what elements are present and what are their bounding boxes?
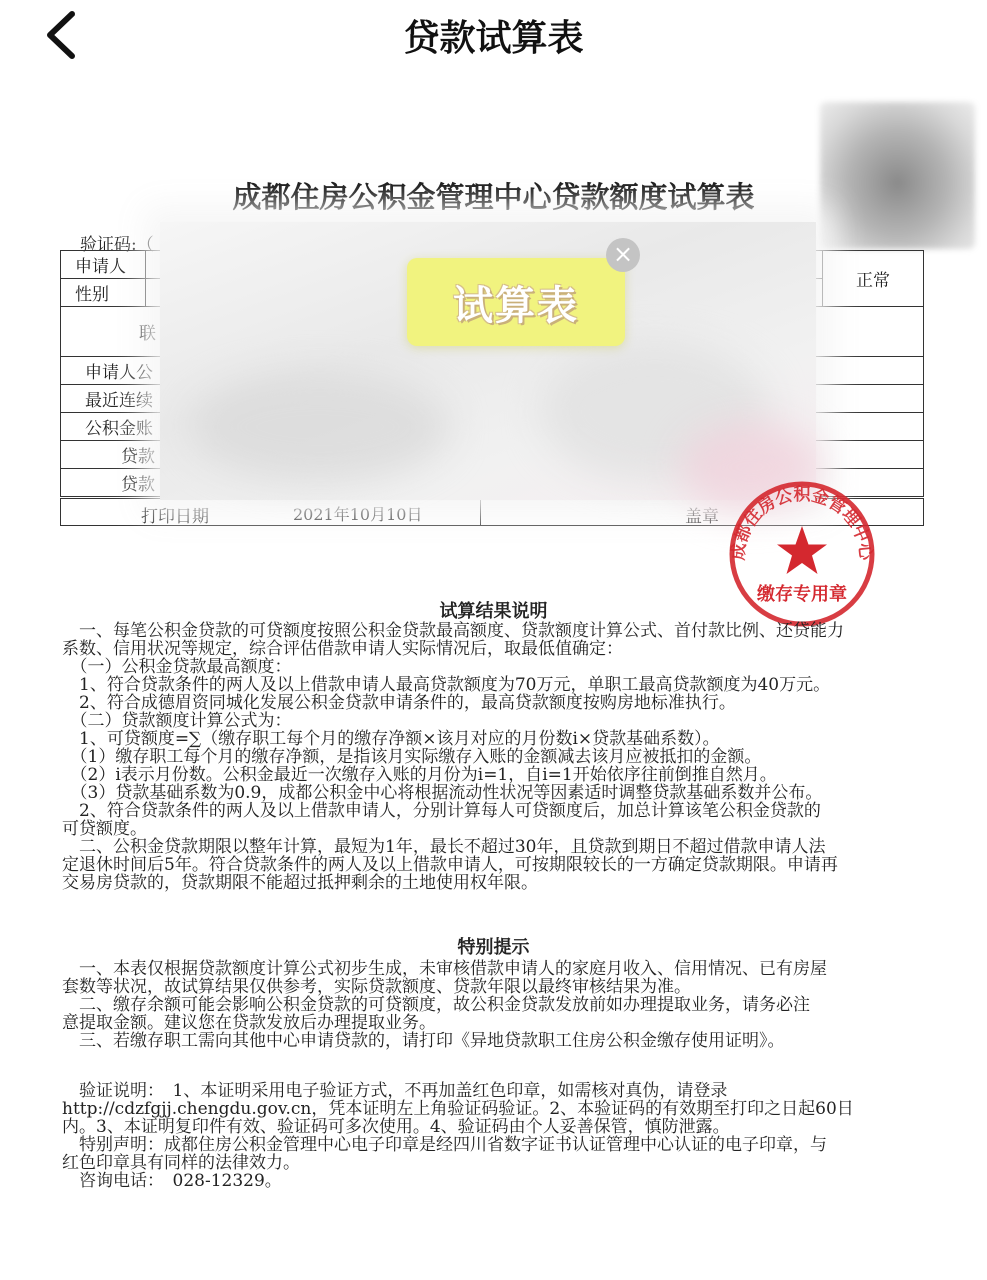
results-line: 系数、信用状况等规定，综合评估借款申请人实际情况后，取最低值确定：: [62, 639, 623, 659]
results-line: （1）缴存职工每个月的缴存净额，是指该月实际缴存入账的金额减去该月应被抵扣的金额。: [62, 747, 762, 767]
notice-line: 一、本表仅根据贷款额度计算公式初步生成，未审核借款申请人的家庭月收入、信用情况、已有房屋: [62, 959, 827, 979]
results-line: （3）贷款基础系数为0.9，成都公积金中心将根据流动性状况等因素适时调整贷款基础系数并公布。: [62, 783, 823, 803]
popup-badge[interactable]: [407, 258, 625, 346]
fund-account-label: 公积金账: [61, 413, 924, 441]
notice-line: 意提取金额。建议您在贷款发放后办理提取业务。: [62, 1013, 436, 1033]
close-icon: ×: [612, 240, 634, 268]
seal-outer-text: 成都住房公积金管理中心: [728, 485, 876, 562]
notice-title: 特别提示: [457, 937, 530, 958]
results-line: 1、符合贷款条件的两人及以上借款申请人最高贷款额度为70万元，单职工最高贷款额度为40万元。: [62, 675, 831, 695]
results-line: 二、公积金贷款期限以整年计算，最短为1年，最长不超过30年，且贷款到期日不超过借款申请人法: [62, 837, 826, 857]
close-button[interactable]: [606, 238, 640, 272]
star-icon: [777, 526, 827, 574]
gender-label: 性别: [61, 279, 146, 307]
results-line: 2、符合贷款条件的两人及以上借款申请人，分别计算每人可贷额度后，加总计算该笔公积金贷款的: [62, 801, 821, 821]
verify-line: 内。3、本证明复印件有效、验证码可多次使用。4、验证码由个人妥善保管，慎防泄露。: [62, 1117, 730, 1137]
notice-line: 二、缴存余额可能会影响公积金贷款的可贷额度，故公积金贷款发放前如办理提取业务，请务必注: [62, 995, 810, 1015]
print-date-label: 打印日期: [141, 507, 209, 527]
results-line: 1、可贷额度=∑（缴存职工每个月的缴存净额×该月对应的月份数i×贷款基础系数）。: [62, 729, 720, 749]
seal-inner-text: 缴存专用章: [757, 584, 847, 605]
navigation-bar: [0, 0, 987, 70]
applicant-fund-label: 申请人公: [61, 357, 924, 385]
results-line: 2、符合成德眉资同城化发展公积金贷款申请条件的，最高贷款额度按购房地标准执行。: [62, 693, 736, 713]
loan-label-1: 贷款: [61, 441, 924, 469]
verify-line: 特别声明：成都住房公积金管理中心电子印章是经四川省数字证书认证管理中心认证的电子印章，与: [62, 1135, 827, 1155]
verify-text: [62, 1082, 892, 1190]
contact-label: 联: [61, 307, 924, 357]
notice-line: 三、若缴存职工需向其他中心申请贷款的，请打印《异地贷款职工住房公积金缴存使用证明》。: [62, 1031, 785, 1051]
results-line: （2）i表示月份数。公积金最近一次缴存入账的月份为i=1，自i=1开始依序往前倒推自然月。: [62, 765, 777, 785]
results-title: 试算结果说明: [439, 601, 548, 622]
recent-continuous-label: 最近连续: [61, 385, 924, 413]
results-line: 一、每笔公积金贷款的可贷额度按照公积金贷款最高额度、贷款额度计算公式、首付款比例、还贷能力: [62, 621, 844, 641]
results-line: 交易房贷款的，贷款期限不能超过抵押剩余的土地使用权年限。: [62, 873, 538, 893]
print-date-value: 2021年10月10日: [293, 505, 423, 524]
page-title: 贷款试算表: [403, 18, 584, 59]
verify-line: 红色印章具有同样的法律效力。: [62, 1153, 300, 1173]
verify-code-label: 验证码:（: [80, 235, 154, 255]
results-line: 定退休时间后5年。符合贷款条件的两人及以上借款申请人，可按期限较长的一方确定贷款期限。申请再: [62, 855, 838, 875]
results-line: （二）贷款额度计算公式为：: [62, 711, 292, 731]
results-text: [62, 622, 892, 892]
status-value: 正常: [823, 251, 924, 307]
verify-line: 验证说明： 1、本证明采用电子验证方式，不再加盖红色印章，如需核对真伪，请登录: [62, 1081, 728, 1101]
loan-label-2: 贷款: [61, 469, 924, 497]
verify-line: http://cdzfgjj.chengdu.gov.cn，凭本证明左上角验证码验证。2、本验证码的有效期至打印之日起60日: [62, 1099, 854, 1119]
notice-line: 套数等状况，故试算结果仅供参考，实际贷款额度、贷款年限以最终审核结果为准。: [62, 977, 691, 997]
document-title: 成都住房公积金管理中心贷款额度试算表: [232, 180, 755, 214]
results-line: 可贷额度。: [62, 819, 147, 839]
applicant-label: 申请人: [61, 251, 146, 279]
promo-popup[interactable]: [160, 222, 816, 500]
stamp-label: 盖章: [685, 507, 719, 527]
results-line: （一）公积金贷款最高额度：: [62, 657, 292, 677]
notice-text: [62, 960, 892, 1050]
verify-line: 咨询电话： 028-12329。: [62, 1171, 282, 1191]
popup-badge-text: 试算表: [453, 283, 579, 329]
